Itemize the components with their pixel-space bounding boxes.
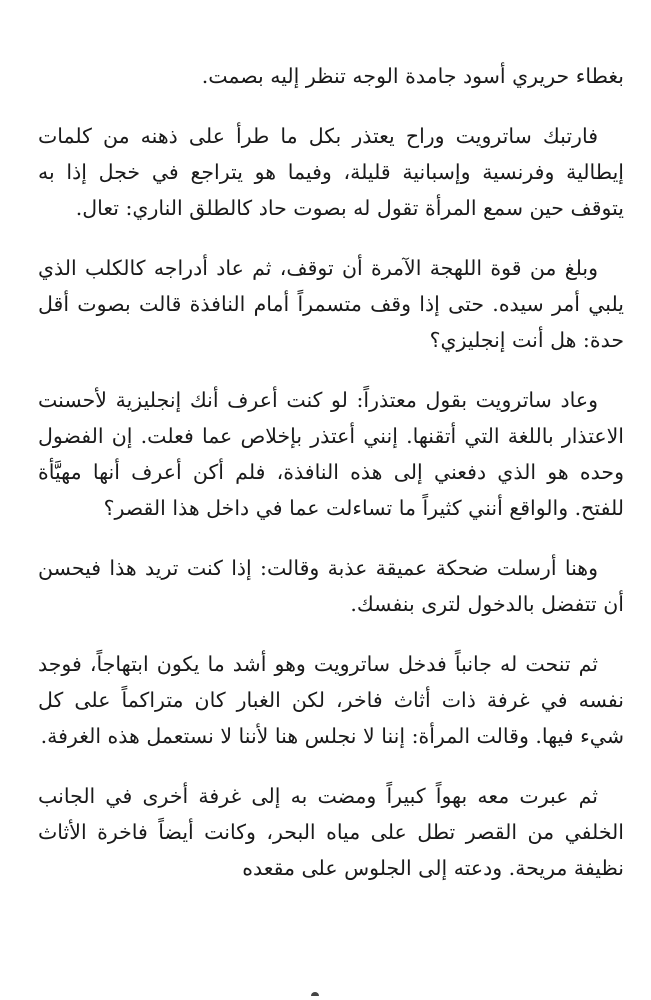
paragraph-5: وهنا أرسلت ضحكة عميقة عذبة وقالت: إذا كنت تريد هذا فيحسن أن تتفضل بالدخول لترى بنفسك. <box>38 556 624 616</box>
paragraph-1: بغطاء حريري أسود جامدة الوجه تنظر إليه بصمت. <box>201 64 624 88</box>
paragraph-4: وعاد ساترويت بقول معتذراً: لو كنت أعرف أنك إنجليزية لأحسنت الاعتذار باللغة التي أتقنها. إنني أعتذر بإخلاص عما فعلت. إن الفضول وحده هو الذي دفعني إلى هذه النافذة، فلم أكن أعرف أنها مهيَّأة للفتح. والواقع أنني كثيراً ما تساءلت عما في داخل هذا القصر؟ <box>38 388 624 520</box>
page-bottom-mark <box>300 990 330 996</box>
paragraph-3: وبلغ من قوة اللهجة الآمرة أن توقف، ثم عاد أدراجه كالكلب الذي يلبي أمر سيده. حتى إذا وقف متسمراً أمام النافذة قالت بصوت أقل حدة: هل أنت إنجليزي؟ <box>38 256 624 352</box>
paragraph-6: ثم تنحت له جانباً فدخل ساترويت وهو أشد ما يكون ابتهاجاً، فوجد نفسه في غرفة ذات أثاث فاخر، لكن الغبار كان متراكماً على كل شيء فيها. وقالت المرأة: إننا لا نجلس هنا لأننا لا نستعمل هذه الغرفة. <box>38 652 624 748</box>
book-page-text <box>38 58 624 886</box>
paragraph-7: ثم عبرت معه بهواً كبيراً ومضت به إلى غرفة أخرى في الجانب الخلفي من القصر تطل على مياه البحر، وكانت أيضاً فاخرة الأثاث نظيفة مريحة. ودعته إلى الجلوس على مقعده <box>38 784 624 880</box>
paragraph-2: فارتبك ساترويت وراح يعتذر بكل ما طرأ على ذهنه من كلمات إيطالية وفرنسية وإسبانية قليلة، وفيما هو يتراجع في خجل إذا به يتوقف حين سمع المرأة تقول له بصوت حاد كالطلق الناري: تعال. <box>38 124 624 220</box>
